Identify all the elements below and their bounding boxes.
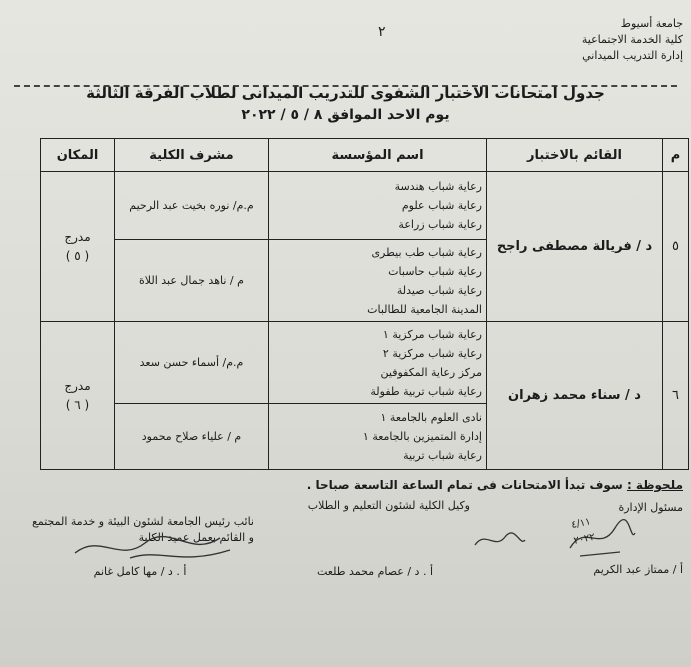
university-name: جامعة أسيوط xyxy=(620,17,683,30)
table-header-row xyxy=(41,139,689,172)
exam-place: مدرج ( ٦ ) xyxy=(41,322,115,470)
exam-place: مدرج ( ٥ ) xyxy=(41,172,115,322)
signatory-title: مسئول الإدارة xyxy=(618,501,683,514)
signatory-title: نائب رئيس الجامعة لشئون البيئة و خدمة المجتمع و القائم بعمل عميد الكلية xyxy=(31,515,254,544)
signatory-title: وكيل الكلية لشئون التعليم و الطلاب xyxy=(307,499,470,512)
institution-list: رعاية شباب طب بيطرى رعاية شباب حاسبات رعاية شباب صيدلة المدينة الجامعية للطالبات xyxy=(269,240,487,322)
row-number: ٥ xyxy=(663,172,689,322)
letterhead xyxy=(543,16,683,64)
document-title: جدول امتحانات الاختبار الشفوى للتدريب الميدانى لطلاب الفرقة الثالثة xyxy=(86,84,605,102)
supervisor-name: م / علياء صلاح محمود xyxy=(115,404,269,470)
handwritten-date: ٤/١١ ٢٠٢٢ xyxy=(570,516,596,547)
signatory-name-vp: أ . د / مها كامل غانم xyxy=(93,565,187,578)
examiner-name: د / سناء محمد زهران xyxy=(487,322,663,470)
document-date: يوم الاحد الموافق ٨ / ٥ / ٢٠٢٢ xyxy=(241,107,450,123)
department-name: إدارة التدريب الميداني xyxy=(582,49,683,62)
faculty-name: كلية الخدمة الاجتماعية xyxy=(581,33,683,46)
handwritten-signature-vice-dean xyxy=(470,525,530,555)
signature-block-vice-dean xyxy=(260,498,470,514)
supervisor-name: م / ناهد جمال عبد اللاة xyxy=(115,240,269,322)
table-row xyxy=(41,172,689,240)
col-header-place: المكان xyxy=(41,139,115,172)
col-header-examiner: القائم بالاختبار xyxy=(487,139,663,172)
institution-list: رعاية شباب هندسة رعاية شباب علوم رعاية شباب زراعة xyxy=(269,172,487,240)
institution-list: رعاية شباب مركزية ١ رعاية شباب مركزية ٢ مركز رعاية المكفوفين رعاية شباب تربية طفولة xyxy=(269,322,487,404)
note-label: ملحوظة : xyxy=(626,478,683,492)
supervisor-name: م.م/ نوره بخيت عبد الرحيم xyxy=(115,172,269,240)
col-header-institution: اسم المؤسسة xyxy=(269,139,487,172)
note-text: سوف تبدأ الامتحانات فى تمام الساعة التاسعة صباحا . xyxy=(306,478,623,492)
row-number: ٦ xyxy=(663,322,689,470)
exam-schedule-table xyxy=(40,138,689,470)
handwritten-signature-vp xyxy=(70,528,240,568)
table-row xyxy=(41,322,689,404)
page-number: ٢ xyxy=(378,24,386,40)
examiner-name: د / فريالة مصطفى راجح xyxy=(487,172,663,322)
col-header-supervisor: مشرف الكلية xyxy=(115,139,269,172)
supervisor-name: م.م/ أسماء حسن سعد xyxy=(115,322,269,404)
note xyxy=(307,478,683,492)
signatory-name-vice-dean: أ . د / عصام محمد طلعت xyxy=(316,565,434,578)
col-header-num: م xyxy=(663,139,689,172)
signatory-name-admin: أ / ممتاز عبد الكريم xyxy=(593,563,683,576)
institution-list: نادى العلوم بالجامعة ١ إدارة المتميزين بالجامعة ١ رعاية شباب تربية xyxy=(269,404,487,470)
